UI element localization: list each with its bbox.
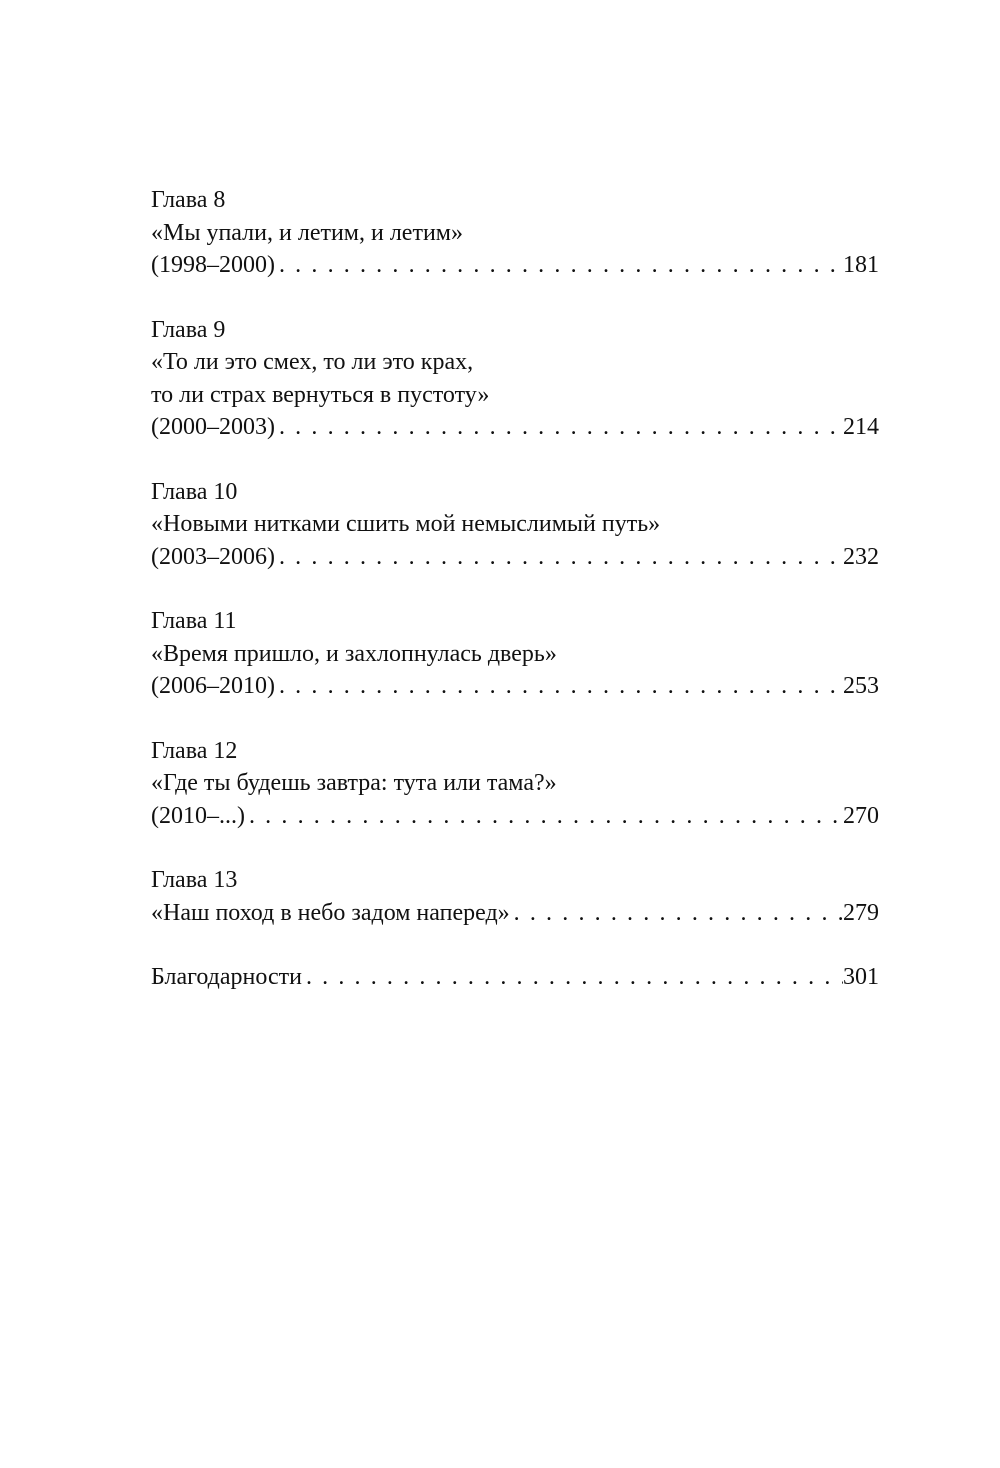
toc-leader-line[interactable] [151,249,879,282]
chapter-label: Глава 10 [151,478,238,505]
toc-entry-chapter-9 [151,314,879,444]
chapter-years: (2003–2006) [151,543,275,570]
chapter-label: Глава 13 [151,867,238,893]
toc-leader-line[interactable] [151,961,879,994]
chapter-title: «То ли это смех, то ли это крах, [151,349,474,375]
dot-leader [510,897,843,930]
page-number: 232 [843,543,879,570]
page-number: 214 [843,414,879,440]
acknowledgements-title: Благодарности [151,964,302,990]
chapter-title: то ли страх вернуться в пустоту» [151,381,490,408]
dot-leader [245,800,843,833]
toc-leader-line[interactable] [151,411,879,444]
chapter-label: Глава 9 [151,316,226,343]
toc-entry-chapter-8 [151,184,879,282]
dot-leader [275,670,843,703]
chapter-label: Глава 11 [151,608,237,634]
chapter-label: Глава 8 [151,187,226,213]
dot-leader [275,411,843,444]
page-number: 270 [843,802,879,829]
dot-leader [302,961,843,994]
toc-entry-chapter-13 [151,864,879,929]
toc-entry-chapter-10 [151,476,879,574]
chapter-title: «Время пришло, и захлопнулась дверь» [151,640,557,667]
chapter-years: (2000–2003) [151,414,275,440]
chapter-title: «Наш поход в небо задом наперед» [151,899,510,926]
toc-leader-line[interactable] [151,897,879,930]
table-of-contents [151,184,879,994]
chapter-title: «Новыми нитками сшить мой немыслимый путь» [151,511,661,537]
chapter-title: «Мы упали, и летим, и летим» [151,219,463,246]
toc-leader-line[interactable] [151,541,879,574]
page-number: 181 [843,252,879,278]
chapter-years: (2010–...) [151,802,245,829]
toc-leader-line[interactable] [151,670,879,703]
dot-leader [275,249,843,282]
chapter-years: (1998–2000) [151,252,275,278]
page-number: 279 [843,899,879,926]
toc-entry-acknowledgements [151,961,879,994]
toc-leader-line[interactable] [151,800,879,833]
chapter-label: Глава 12 [151,737,238,764]
dot-leader [275,541,843,574]
chapter-title: «Где ты будешь завтра: тута или тама?» [151,770,557,796]
toc-entry-chapter-12 [151,735,879,833]
toc-entry-chapter-11 [151,605,879,703]
page-number: 253 [843,673,879,699]
page-number: 301 [843,964,879,990]
chapter-years: (2006–2010) [151,673,275,699]
